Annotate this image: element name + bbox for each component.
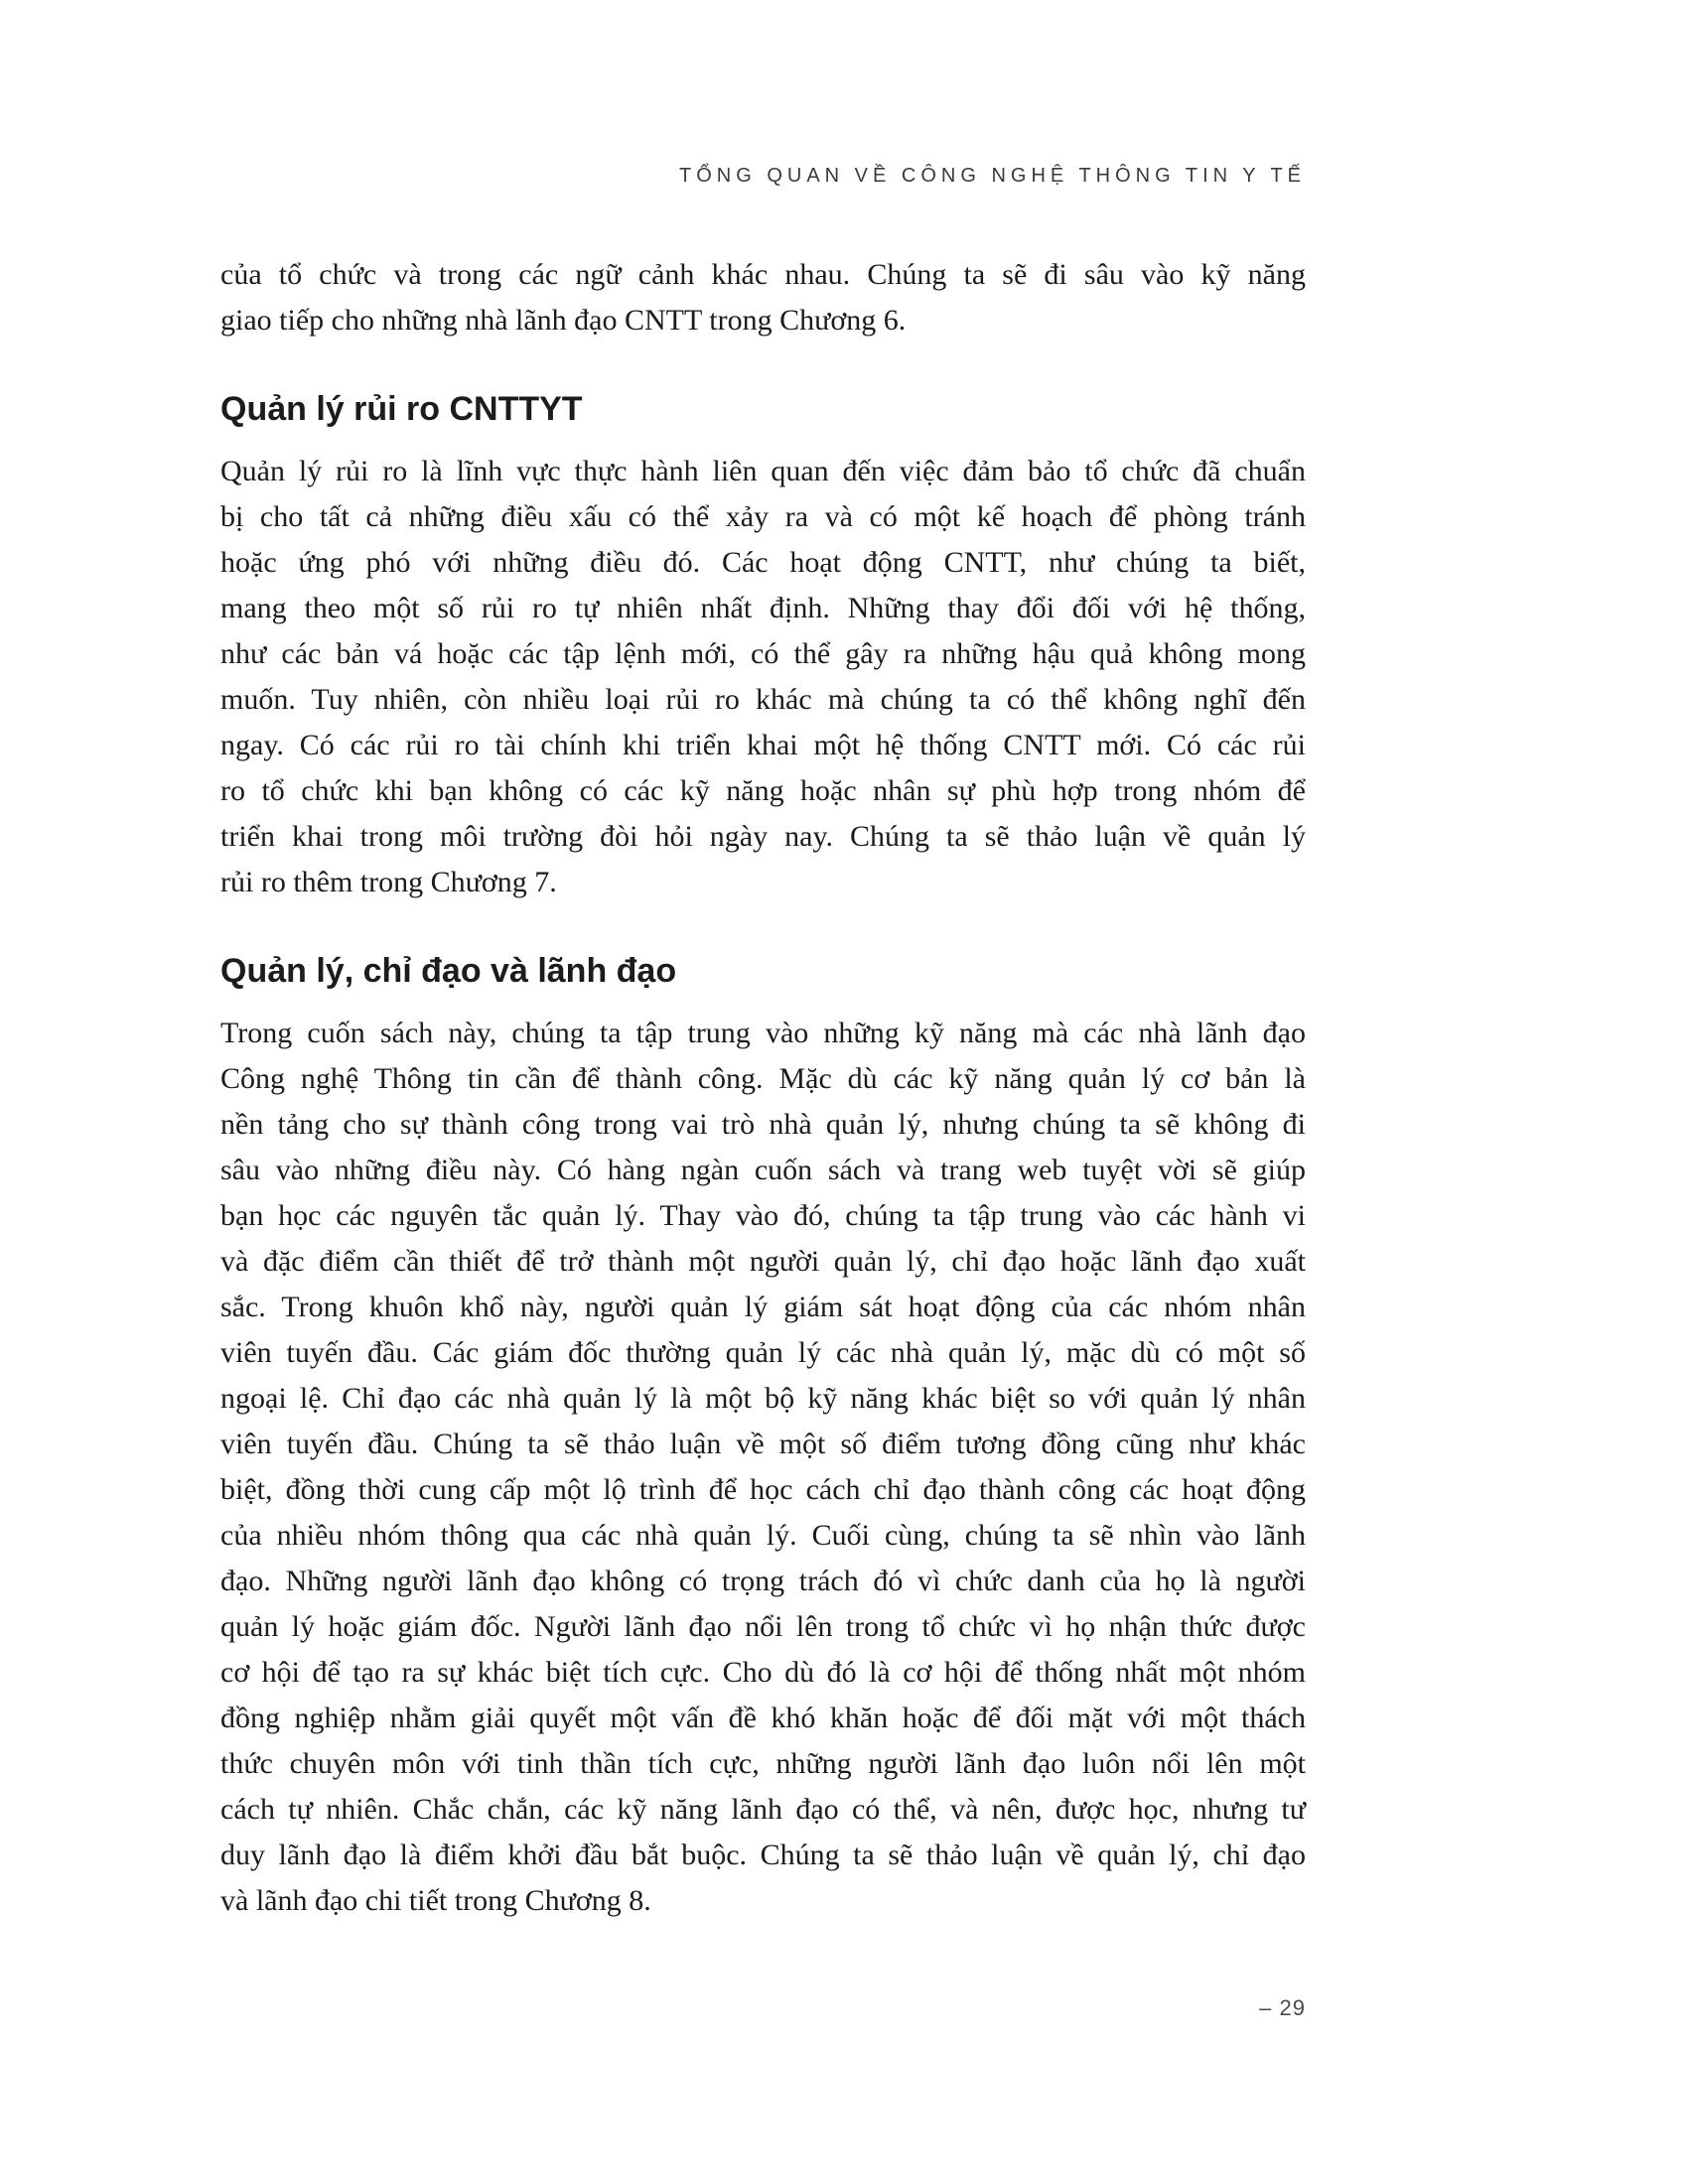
text-line: sắc. Trong khuôn khổ này, người quản lý giám sát hoạt động của các nhóm nhân <box>220 1291 1306 1323</box>
text-line: Quản lý rủi ro là lĩnh vực thực hành liên quan đến việc đảm bảo tổ chức đã chuẩn <box>220 455 1306 487</box>
text-line: duy lãnh đạo là điểm khởi đầu bắt buộc. Chúng ta sẽ thảo luận về quản lý, chỉ đạo <box>220 1839 1306 1871</box>
text-line: viên tuyến đầu. Chúng ta sẽ thảo luận về một số điểm tương đồng cũng như khác <box>220 1428 1306 1460</box>
text-line: muốn. Tuy nhiên, còn nhiều loại rủi ro khác mà chúng ta có thể không nghĩ đến <box>220 683 1306 716</box>
paragraph <box>220 449 1306 905</box>
text-line: như các bản vá hoặc các tập lệnh mới, có thể gây ra những hậu quả không mong <box>220 637 1306 670</box>
text-line: của nhiều nhóm thông qua các nhà quản lý. Cuối cùng, chúng ta sẽ nhìn vào lãnh <box>220 1519 1306 1552</box>
running-header: TỔNG QUAN VỀ CÔNG NGHỆ THÔNG TIN Y TẾ <box>679 165 1306 187</box>
text-line: biệt, đồng thời cung cấp một lộ trình để học cách chỉ đạo thành công các hoạt động <box>220 1473 1306 1506</box>
text-line: sâu vào những điều này. Có hàng ngàn cuốn sách và trang web tuyệt vời sẽ giúp <box>220 1154 1306 1186</box>
text-line: đồng nghiệp nhằm giải quyết một vấn đề khó khăn hoặc để đối mặt với một thách <box>220 1702 1306 1734</box>
text-line: và lãnh đạo chi tiết trong Chương 8. <box>220 1884 651 1917</box>
text-line: ro tổ chức khi bạn không có các kỹ năng hoặc nhân sự phù hợp trong nhóm để <box>220 774 1306 807</box>
text-line: ngoại lệ. Chỉ đạo các nhà quản lý là một bộ kỹ năng khác biệt so với quản lý nhân <box>220 1382 1306 1415</box>
paragraph <box>220 252 1306 343</box>
text-line: cách tự nhiên. Chắc chắn, các kỹ năng lãnh đạo có thể, và nên, được học, nhưng tư <box>220 1793 1306 1826</box>
page-number: – 29 <box>1259 1995 1306 2020</box>
text-line: thức chuyên môn với tinh thần tích cực, những người lãnh đạo luôn nổi lên một <box>220 1747 1306 1780</box>
text-line: quản lý hoặc giám đốc. Người lãnh đạo nổi lên trong tổ chức vì họ nhận thức được <box>220 1610 1306 1643</box>
text-line: hoặc ứng phó với những điều đó. Các hoạt động CNTT, như chúng ta biết, <box>220 546 1306 579</box>
section-heading: Quản lý rủi ro CNTTYT <box>220 390 583 428</box>
text-line: và đặc điểm cần thiết để trở thành một người quản lý, chỉ đạo hoặc lãnh đạo xuất <box>220 1245 1306 1278</box>
text-line: Công nghệ Thông tin cần để thành công. Mặc dù các kỹ năng quản lý cơ bản là <box>220 1062 1306 1095</box>
text-line: đạo. Những người lãnh đạo không có trọng trách đó vì chức danh của họ là người <box>220 1565 1306 1597</box>
page-content <box>220 252 1306 1924</box>
section-heading: Quản lý, chỉ đạo và lãnh đạo <box>220 952 677 990</box>
text-line: giao tiếp cho những nhà lãnh đạo CNTT trong Chương 6. <box>220 304 907 337</box>
text-line: rủi ro thêm trong Chương 7. <box>220 866 557 898</box>
paragraph <box>220 1011 1306 1924</box>
text-line: nền tảng cho sự thành công trong vai trò nhà quản lý, nhưng chúng ta sẽ không đi <box>220 1108 1306 1141</box>
text-line: của tổ chức và trong các ngữ cảnh khác nhau. Chúng ta sẽ đi sâu vào kỹ năng <box>220 258 1306 291</box>
text-line: mang theo một số rủi ro tự nhiên nhất định. Những thay đổi đối với hệ thống, <box>220 592 1306 624</box>
text-line: Trong cuốn sách này, chúng ta tập trung vào những kỹ năng mà các nhà lãnh đạo <box>220 1017 1306 1049</box>
text-line: viên tuyến đầu. Các giám đốc thường quản lý các nhà quản lý, mặc dù có một số <box>220 1336 1306 1369</box>
text-line: bạn học các nguyên tắc quản lý. Thay vào đó, chúng ta tập trung vào các hành vi <box>220 1199 1306 1232</box>
text-line: cơ hội để tạo ra sự khác biệt tích cực. Cho dù đó là cơ hội để thống nhất một nhóm <box>220 1656 1306 1689</box>
text-line: ngay. Có các rủi ro tài chính khi triển khai một hệ thống CNTT mới. Có các rủi <box>220 729 1306 761</box>
text-line: bị cho tất cả những điều xấu có thể xảy ra và có một kế hoạch để phòng tránh <box>220 500 1306 533</box>
text-line: triển khai trong môi trường đòi hỏi ngày nay. Chúng ta sẽ thảo luận về quản lý <box>220 820 1306 853</box>
